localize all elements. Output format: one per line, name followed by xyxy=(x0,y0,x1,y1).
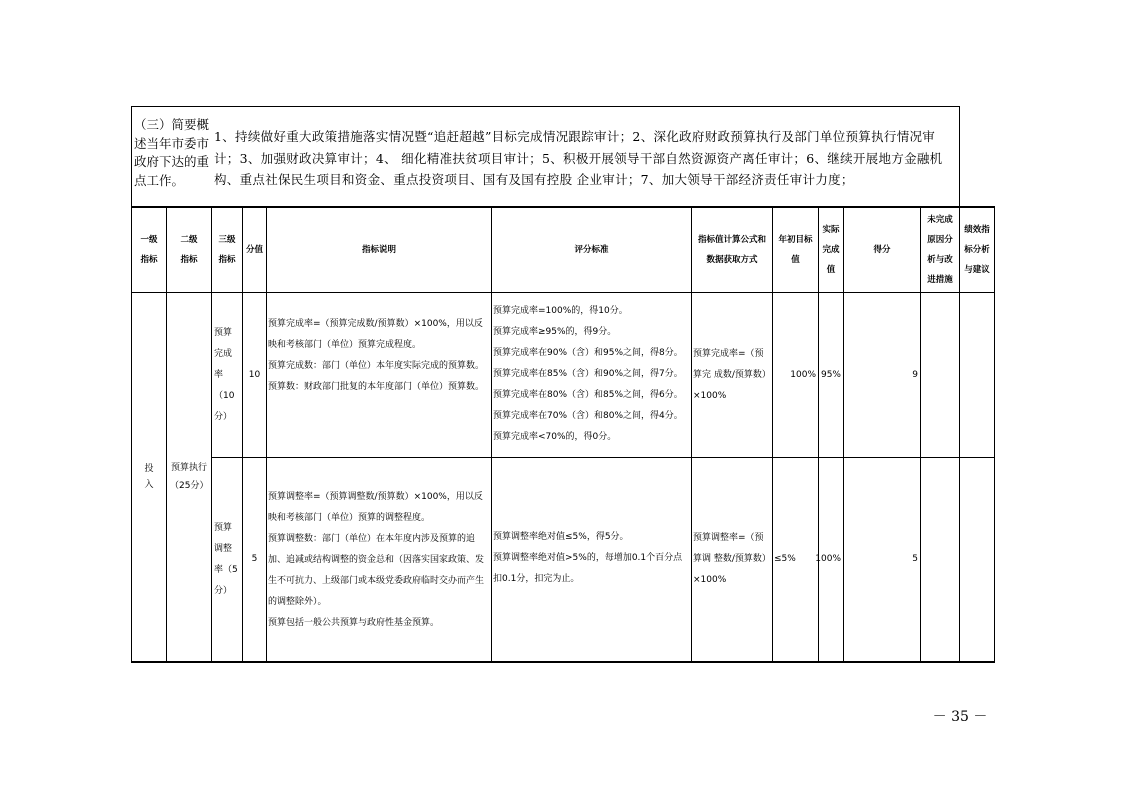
criteria-line: 预算完成率在90%（含）和95%之间，得8分。 xyxy=(493,348,683,358)
row2-level3: 预算调整率（5分） xyxy=(214,522,238,596)
row1-criteria xyxy=(493,301,691,448)
header-score: 分值 xyxy=(245,245,263,255)
row1-formula: 预算完成率=（预算完 成数/预算数）×100% xyxy=(693,348,767,401)
row1-score: 10 xyxy=(248,369,261,380)
row2-score: 5 xyxy=(251,554,258,564)
desc-line: 预算完成数：部门（单位）本年度实际完成的预算数。 xyxy=(268,361,485,371)
header-got: 得分 xyxy=(873,245,891,255)
header-level2: 二级指标 xyxy=(180,235,198,265)
criteria-line: 预算调整率绝对值≤5%，得5分。 xyxy=(493,532,629,542)
header-desc: 指标说明 xyxy=(361,245,396,255)
level2-cell: 预算执行（25分） xyxy=(170,463,209,491)
header-target: 年初目标值 xyxy=(778,235,813,265)
header-reason: 未完成原因分析与改进措施 xyxy=(927,215,953,285)
row1-actual: 95% xyxy=(820,369,841,380)
row2-desc xyxy=(268,487,490,634)
level1-cell: 投入 xyxy=(144,464,154,490)
row1-target: 100% xyxy=(790,369,816,380)
row2-actual: 100% xyxy=(815,554,841,564)
summary-text: 1、持续做好重大政策措施落实情况暨“追赶超越”目标完成情况跟踪审计；2、深化政府财政预算执行及部门单位预算执行情况审计；3、加强财政决算审计；4、 细化精准扶贫项目审计；5、积极开展领导干部自然资源资产离任审计；6、继续开展地方金融机构、重点社保民生项目和资金、重点投资项目、国有及国有控股 企业审计；7、加大领导干部经济责任审计力度； xyxy=(214,129,943,187)
desc-line: 预算包括一般公共预算与政府性基金预算。 xyxy=(268,618,440,628)
criteria-line: 预算调整率绝对值>5%的，每增加0.1个百分点扣0.1分，扣完为止。 xyxy=(493,553,683,584)
criteria-line: 预算完成率<70%的，得0分。 xyxy=(493,432,617,442)
criteria-line: 预算完成率≥95%的，得9分。 xyxy=(493,327,617,337)
header-analysis: 绩效指标分析与建议 xyxy=(964,225,990,275)
header-level1: 一级指标 xyxy=(140,235,158,265)
page-number: － 35 － xyxy=(932,709,988,725)
criteria-line: 预算完成率在80%（含）和85%之间，得6分。 xyxy=(493,390,683,400)
desc-line: 预算完成率=（预算完成数/预算数）×100%，用以反映和考核部门（单位）预算完成程度。 xyxy=(268,319,483,350)
header-formula: 指标值计算公式和数据获取方式 xyxy=(697,235,766,265)
header-criteria: 评分标准 xyxy=(574,245,609,255)
row2-criteria xyxy=(493,527,691,590)
desc-line: 预算数：财政部门批复的本年度部门（单位）预算数。 xyxy=(268,382,485,392)
criteria-line: 预算完成率在70%（含）和80%之间，得4分。 xyxy=(493,411,683,421)
row1-desc xyxy=(268,314,490,398)
summary-label: （三）简要概述当年市委市政府下达的重点工作。 xyxy=(134,117,210,188)
row2-target: ≤5% xyxy=(774,554,796,564)
row2-got: 5 xyxy=(912,554,918,564)
criteria-line: 预算完成率在85%（含）和90%之间，得7分。 xyxy=(493,369,683,379)
criteria-line: 预算完成率=100%的，得10分。 xyxy=(493,306,628,316)
header-level3: 三级指标 xyxy=(218,235,236,265)
desc-line: 预算调整数：部门（单位）在本年度内涉及预算的追加、追减或结构调整的资金总和（因落实国家政策、发生不可抗力、上级部门或本级党委政府临时交办而产生的调整除外）。 xyxy=(268,534,485,607)
row1-level3: 预算完成率（10分） xyxy=(214,327,235,422)
header-actual: 实际完成值 xyxy=(822,225,840,275)
desc-line: 预算调整率=（预算调整数/预算数）×100%，用以反映和考核部门（单位）预算的调整程度。 xyxy=(268,492,483,523)
row2-formula: 预算调整率=（预算调 整数/预算数）×100% xyxy=(693,533,767,585)
row1-got: 9 xyxy=(912,369,918,380)
